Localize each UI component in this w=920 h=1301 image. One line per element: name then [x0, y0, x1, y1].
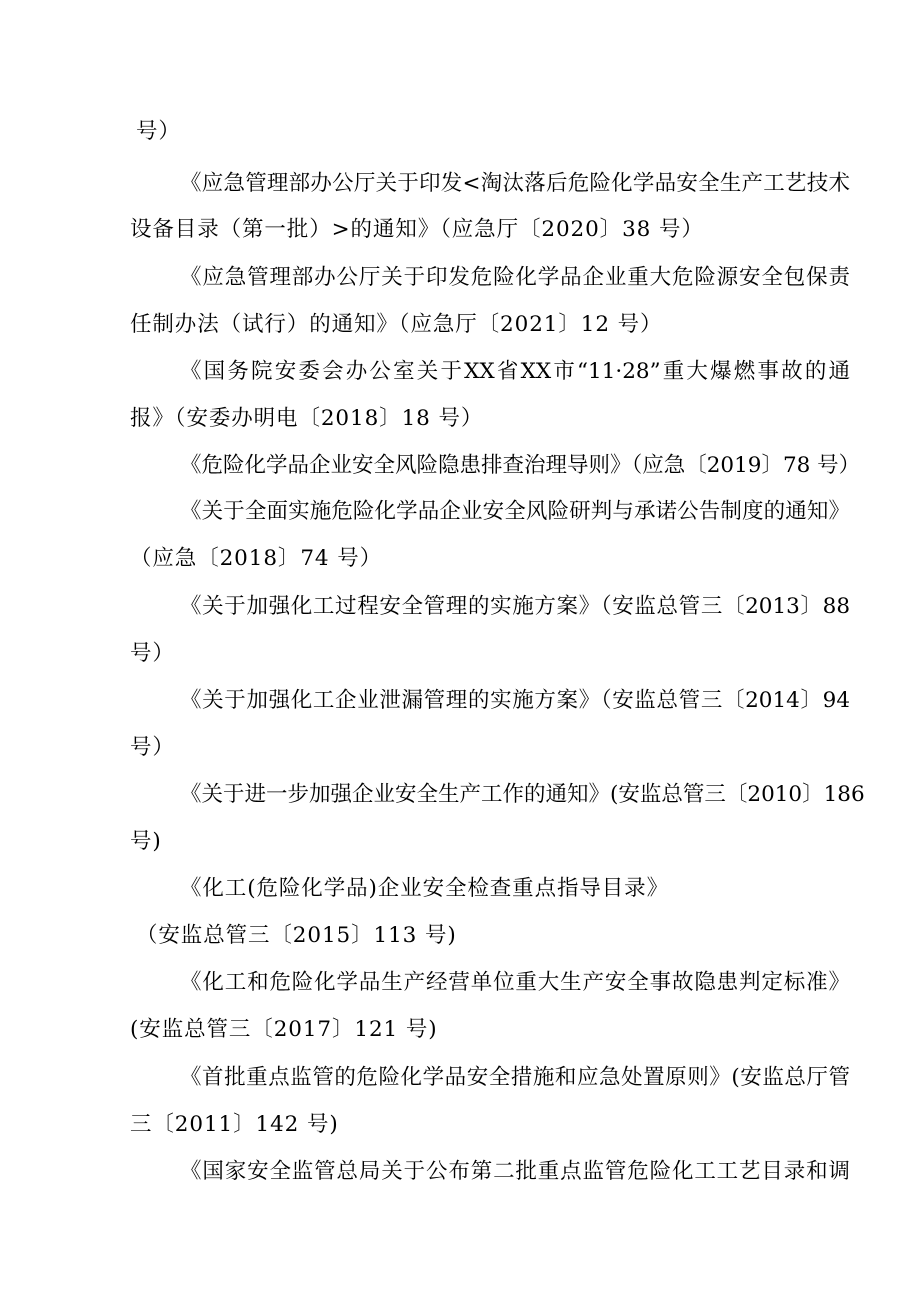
- paragraph-line: 《首批重点监管的危险化学品安全措施和应急处置原则》(安监总厅管: [180, 1065, 850, 1090]
- paragraph-line: (安监总管三〔2017〕121 号): [130, 1017, 438, 1042]
- paragraph-line: 号）: [130, 735, 175, 760]
- paragraph-line: 号): [130, 829, 162, 854]
- paragraph-line: 《国务院安委会办公室关于XX省XX市“11·28”重大爆燃事故的通: [180, 359, 850, 384]
- paragraph-line: 《危险化学品企业安全风险隐患排查治理导则》（应急〔2019〕78 号）: [180, 453, 861, 478]
- paragraph-line: （应急〔2018〕74 号）: [130, 546, 383, 571]
- paragraph-line: （安监总管三〔2015〕113 号): [136, 923, 457, 948]
- paragraph-line: 《关于加强化工过程安全管理的实施方案》（安监总管三〔2013〕88: [180, 594, 850, 619]
- paragraph-line: 《应急管理部办公厅关于印发<淘汰落后危险化学品安全生产工艺技术: [180, 171, 850, 196]
- paragraph-line: 《国家安全监管总局关于公布第二批重点监管危险化工工艺目录和调: [180, 1159, 850, 1184]
- paragraph-line: 设备目录（第一批）>的通知》（应急厅〔2020〕38 号）: [130, 217, 704, 242]
- paragraph-line: 三〔2011〕142 号): [130, 1112, 339, 1137]
- paragraph-line: 《应急管理部办公厅关于印发危险化学品企业重大危险源安全包保责: [180, 265, 850, 290]
- paragraph-line: 任制办法（试行）的通知》（应急厅〔2021〕12 号）: [130, 312, 663, 337]
- paragraph-line: 《关于进一步加强企业安全生产工作的通知》(安监总管三〔2010〕186: [180, 782, 865, 807]
- paragraph-line: 《关于全面实施危险化学品企业安全风险研判与承诺公告制度的通知》: [180, 499, 850, 524]
- paragraph-line: 《关于加强化工企业泄漏管理的实施方案》（安监总管三〔2014〕94: [180, 688, 850, 713]
- paragraph-line: 号）: [130, 641, 175, 666]
- paragraph-line: 《化工(危险化学品)企业安全检查重点指导目录》: [180, 876, 669, 901]
- paragraph-line: 报》（安委办明电〔2018〕18 号）: [130, 406, 484, 431]
- paragraph-line: 《化工和危险化学品生产经营单位重大生产安全事故隐患判定标准》: [180, 970, 850, 995]
- paragraph-line: 号）: [136, 119, 181, 144]
